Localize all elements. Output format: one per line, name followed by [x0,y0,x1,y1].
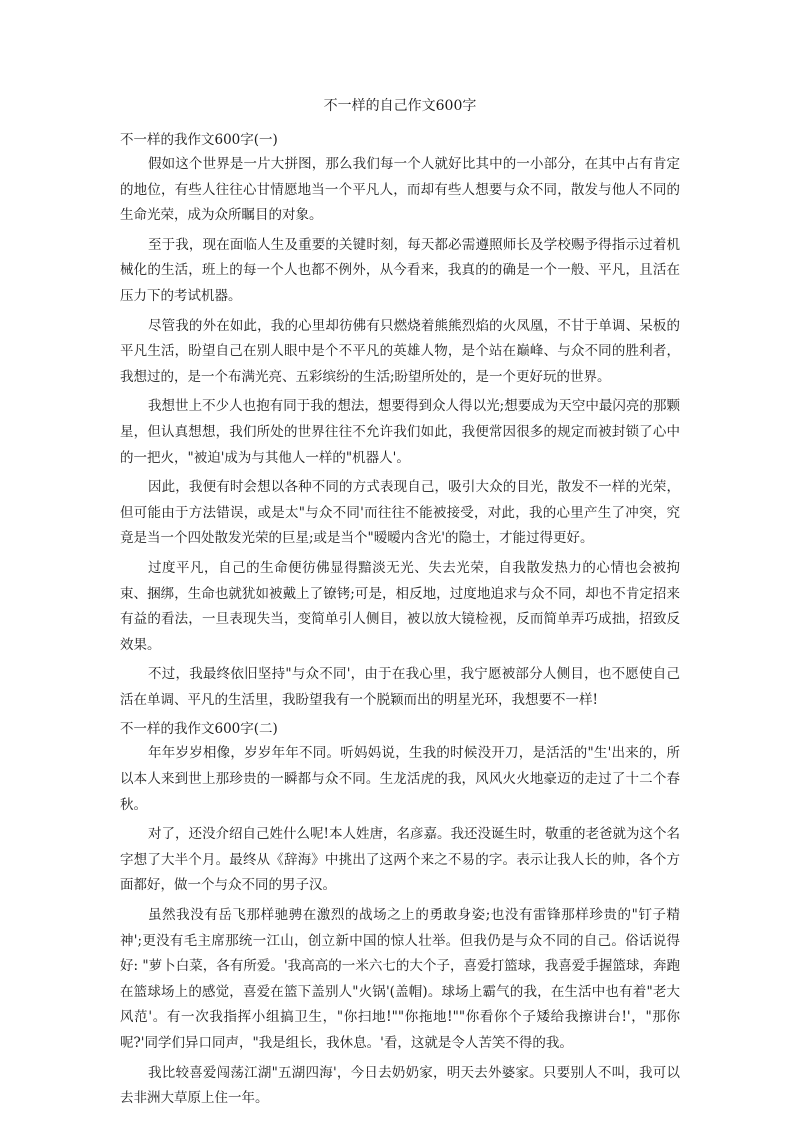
essay-section-2 [120,717,680,1111]
section-heading-2: 不一样的我作文600字(二) [120,721,278,738]
section-heading-1: 不一样的我作文600字(一) [120,132,278,148]
paragraph: 我比较喜爱闯荡江湖"五湖四海'，今日去奶奶家，明天去外婆家。只要别人不叫，我可以去非洲大草原上住一年。 [120,1064,680,1107]
paragraph: 对了，还没介绍自己姓什么呢!本人姓唐，名彦嘉。我还没诞生时，敬重的老爸就为这个名字想了大半个月。最终从《辞海》中挑出了这两个来之不易的字。表示让我人长的帅，各个方面都好，做一个与众不同的男子汉。 [120,826,680,894]
paragraph: 假如这个世界是一片大拼图，那么我们每一个人就好比其中的一小部分，在其中占有肯定的地位，有些人往往心甘情愿地当一个平凡人，而却有些人想要与众不同，散发与他人不同的生命光荣，成为众所瞩目的对象。 [120,156,680,224]
paragraph: 不过，我最终依旧坚持"与众不同'，由于在我心里，我宁愿被部分人侧目，也不愿使自己活在单调、平凡的生活里，我盼望我有一个脱颖而出的明星光环，我想要不一样! [120,666,680,708]
paragraph: 过度平凡，自己的生命便彷佛显得黯淡无光、失去光荣，自我散发热力的心情也会被拘束、捆绑，生命也就犹如被戴上了镣铐;可是，相反地，过度地追求与众不同，却也不肯定招来有益的看法，一旦表现失当，变简单引人侧目，被以放大镜检视，反而简单弄巧成拙，招致反效果。 [120,559,680,653]
document-title: 不一样的自己作文600字 [323,98,477,114]
paragraph: 尽管我的外在如此，我的心里却彷佛有只燃烧着熊熊烈焰的火凤凰，不甘于单调、呆板的平凡生活，盼望自己在别人眼中是个不平凡的英雄人物，是个站在巅峰、与众不同的胜利者，我想过的，是一个布满光亮、五彩缤纷的生活;盼望所处的，是一个更好玩的世界。 [120,317,680,385]
paragraph: 年年岁岁相像，岁岁年年不同。听妈妈说，生我的时候没开刀，是活活的"生'出来的，所以本人来到世上那珍贵的一瞬都与众不同。生龙活虎的我，风风火火地豪迈的走过了十二个春秋。 [120,745,680,813]
essay-section-1 [120,128,680,713]
paragraph: 因此，我便有时会想以各种不同的方式表现自己，吸引大众的目光，散发不一样的光荣，但可能由于方法错误，或是太"与众不同'而往往不能被接受，对此，我的心里产生了冲突，究竟是当一个四处散发光荣的巨星;或是当个"暧暧内含光'的隐士，才能过得更好。 [120,479,680,547]
paragraph: 虽然我没有岳飞那样驰骋在激烈的战场之上的勇敢身姿;也没有雷锋那样珍贵的"钉子精神';更没有毛主席那统一江山，创立新中国的惊人壮举。但我仍是与众不同的自己。俗话说得好: "萝卜白菜，各有所爱。'我高高的一米六七的大个子，喜爱打篮球，我喜爱手握篮球，奔跑在篮球场上的感觉，喜爱在篮下盖别人"火锅'(盖帽)。球场上霸气的我，在生活中也有着"老大风范'。有一次我指挥小组搞卫生，"你扫地!""你拖地!""你看你个子矮给我擦讲台!'，"那你呢?'同学们异口同声，"我是组长，我休息。'看，这就是令人苦笑不得的我。 [120,907,680,1051]
document-body [120,128,680,1116]
paragraph: 我想世上不少人也抱有同于我的想法，想要得到众人得以光;想要成为天空中最闪亮的那颗星，但认真想想，我们所处的世界往往不允许我们如此，我便常因很多的规定而被封锁了心中的一把火，"被迫'成为与其他人一样的"机器人'。 [120,398,680,466]
paragraph: 至于我，现在面临人生及重要的关键时刻，每天都必需遵照师长及学校赐予得指示过着机械化的生活，班上的每一个人也都不例外，从今看来，我真的的确是一个一般、平凡，且活在压力下的考试机器。 [120,236,680,304]
